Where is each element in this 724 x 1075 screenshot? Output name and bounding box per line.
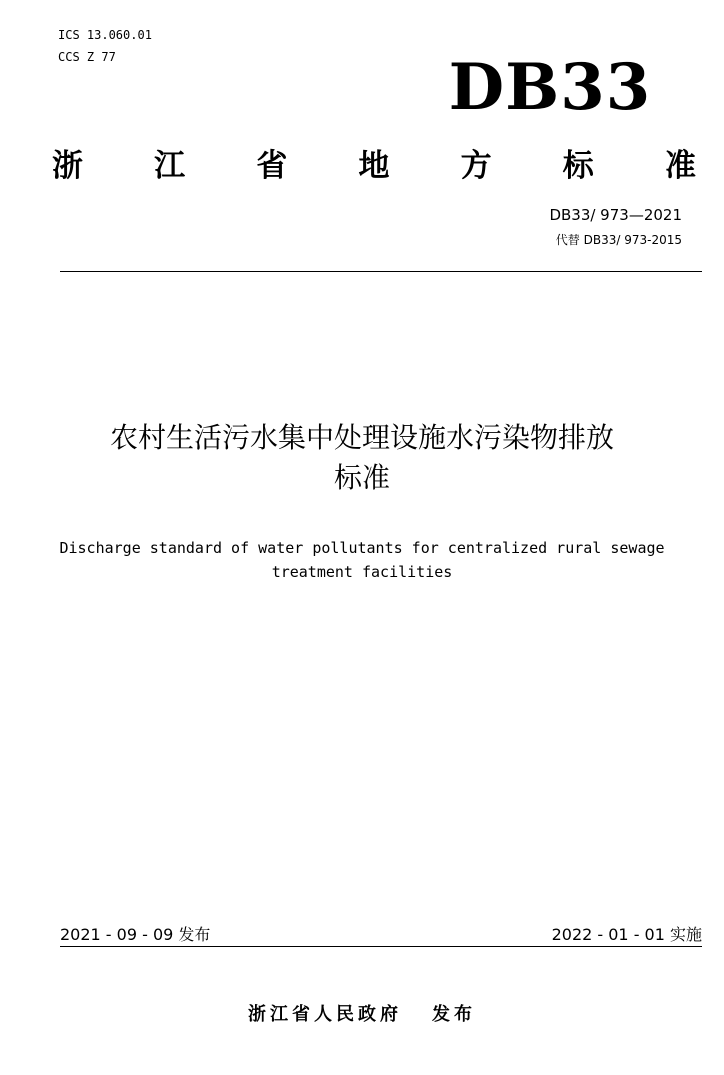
replaces-standard: 代替 DB33/ 973-2015 [555,233,682,247]
issue-date: 2021 - 09 - 09 发布 [60,925,211,944]
top-divider [60,271,702,272]
standard-type-char: 准 [664,148,696,184]
title-chinese-line-1: 农村生活污水集中处理设施水污染物排放 [109,421,614,454]
standard-type-char: 标 [562,148,594,184]
db33-logo: DB33 [448,50,652,125]
standard-number: DB33/ 973—2021 [549,206,682,224]
publisher-line [0,1000,724,1026]
title-chinese-line-2: 标准 [333,461,390,494]
title-chinese [0,418,724,498]
standard-type-heading [52,140,696,184]
standard-type-char: 方 [460,148,492,184]
standard-type-char: 地 [358,148,390,184]
publisher-action: 发布 [432,1004,476,1025]
title-english [0,536,724,584]
bottom-divider [60,946,702,947]
ccs-code: CCS Z 77 [58,50,116,64]
standard-type-char: 省 [256,148,288,184]
standard-type-char: 浙 [52,148,83,184]
standard-type-char: 江 [154,148,186,184]
title-english-line-1: Discharge standard of water pollutants for centralized rural sewage [59,539,665,557]
ics-code: ICS 13.060.01 [58,28,152,42]
publisher-name: 浙江省人民政府 [248,1004,402,1025]
title-english-line-2: treatment facilities [271,563,453,581]
implementation-date: 2022 - 01 - 01 实施 [551,925,702,944]
